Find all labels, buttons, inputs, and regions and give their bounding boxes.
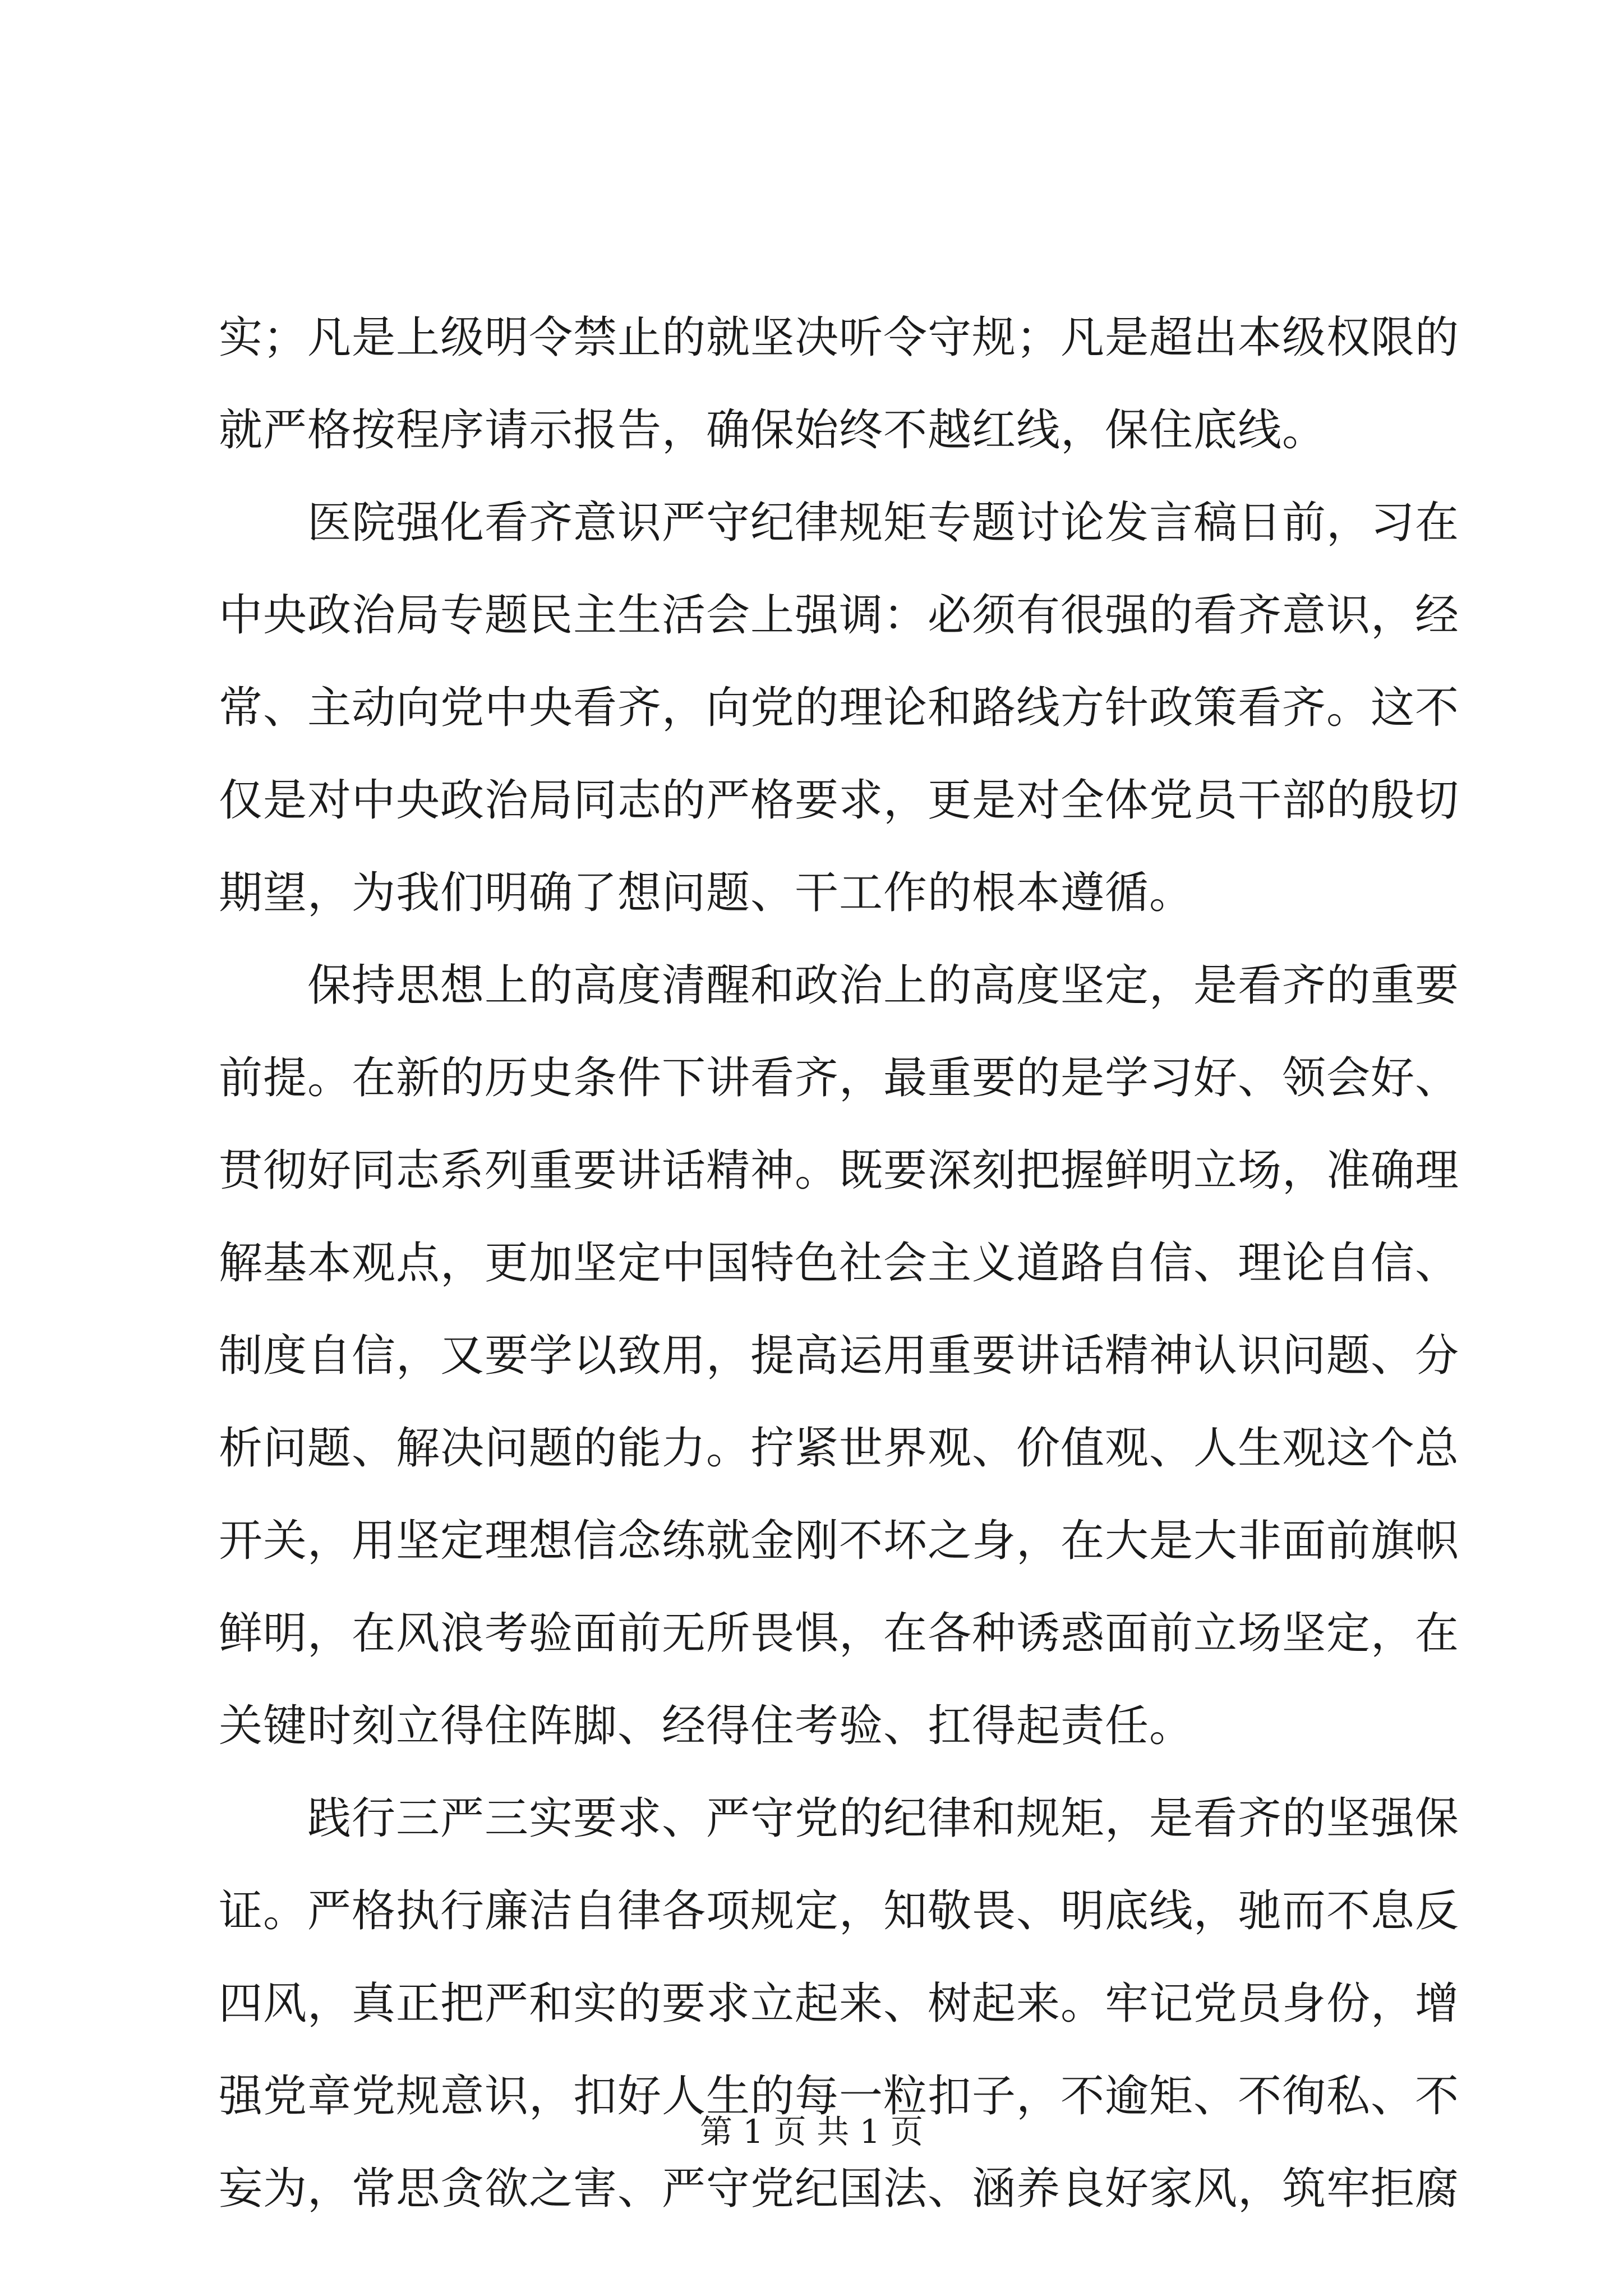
text-line: 常、主动向党中央看齐，向党的理论和路线方针政策看齐。这不	[219, 683, 1460, 733]
text-line: 解基本观点，更加坚定中国特色社会主义道路自信、理论自信、	[219, 1238, 1460, 1289]
text-line: 贯彻好同志系列重要讲话精神。既要深刻把握鲜明立场，准确理	[219, 1145, 1460, 1196]
text-line: 证。严格执行廉洁自律各项规定，知敬畏、明底线，驰而不息反	[219, 1886, 1460, 1936]
text-line: 鲜明，在风浪考验面前无所畏惧，在各种诱惑面前立场坚定，在	[219, 1608, 1460, 1659]
text-line: 践行三严三实要求、严守党的纪律和规矩，是看齐的坚强保	[219, 1793, 1460, 1844]
text-line: 析问题、解决问题的能力。拧紧世界观、价值观、人生观这个总	[219, 1423, 1460, 1474]
text-line: 四风，真正把严和实的要求立起来、树起来。牢记党员身份，增	[219, 1978, 1460, 2029]
document-body	[219, 292, 1460, 2235]
text-line: 就严格按程序请示报告，确保始终不越红线，保住底线。	[219, 405, 1327, 455]
text-line: 期望，为我们明确了想问题、干工作的根本遵循。	[219, 868, 1194, 918]
text-line: 关键时刻立得住阵脚、经得住考验、扛得起责任。	[219, 1701, 1194, 1751]
text-line: 仅是对中央政治局同志的严格要求，更是对全体党员干部的殷切	[219, 775, 1460, 826]
text-line: 医院强化看齐意识严守纪律规矩专题讨论发言稿日前，习在	[219, 498, 1460, 548]
text-line: 妄为，常思贪欲之害、严守党纪国法、涵养良好家风，筑牢拒腐	[219, 2164, 1460, 2214]
text-line: 中央政治局专题民主生活会上强调：必须有很强的看齐意识，经	[219, 590, 1460, 641]
text-line: 实；凡是上级明令禁止的就坚决听令守规；凡是超出本级权限的	[219, 312, 1460, 363]
text-line: 制度自信，又要学以致用，提高运用重要讲话精神认识问题、分	[219, 1331, 1460, 1381]
text-line: 强党章党规意识，扣好人生的每一粒扣子，不逾矩、不徇私、不	[219, 2071, 1460, 2122]
text-line: 前提。在新的历史条件下讲看齐，最重要的是学习好、领会好、	[219, 1053, 1460, 1103]
text-line: 保持思想上的高度清醒和政治上的高度坚定，是看齐的重要	[219, 960, 1460, 1011]
page-footer: 第 1 页 共 1 页	[700, 2113, 923, 2151]
text-line: 开关，用坚定理想信念练就金刚不坏之身，在大是大非面前旗帜	[219, 1516, 1460, 1566]
